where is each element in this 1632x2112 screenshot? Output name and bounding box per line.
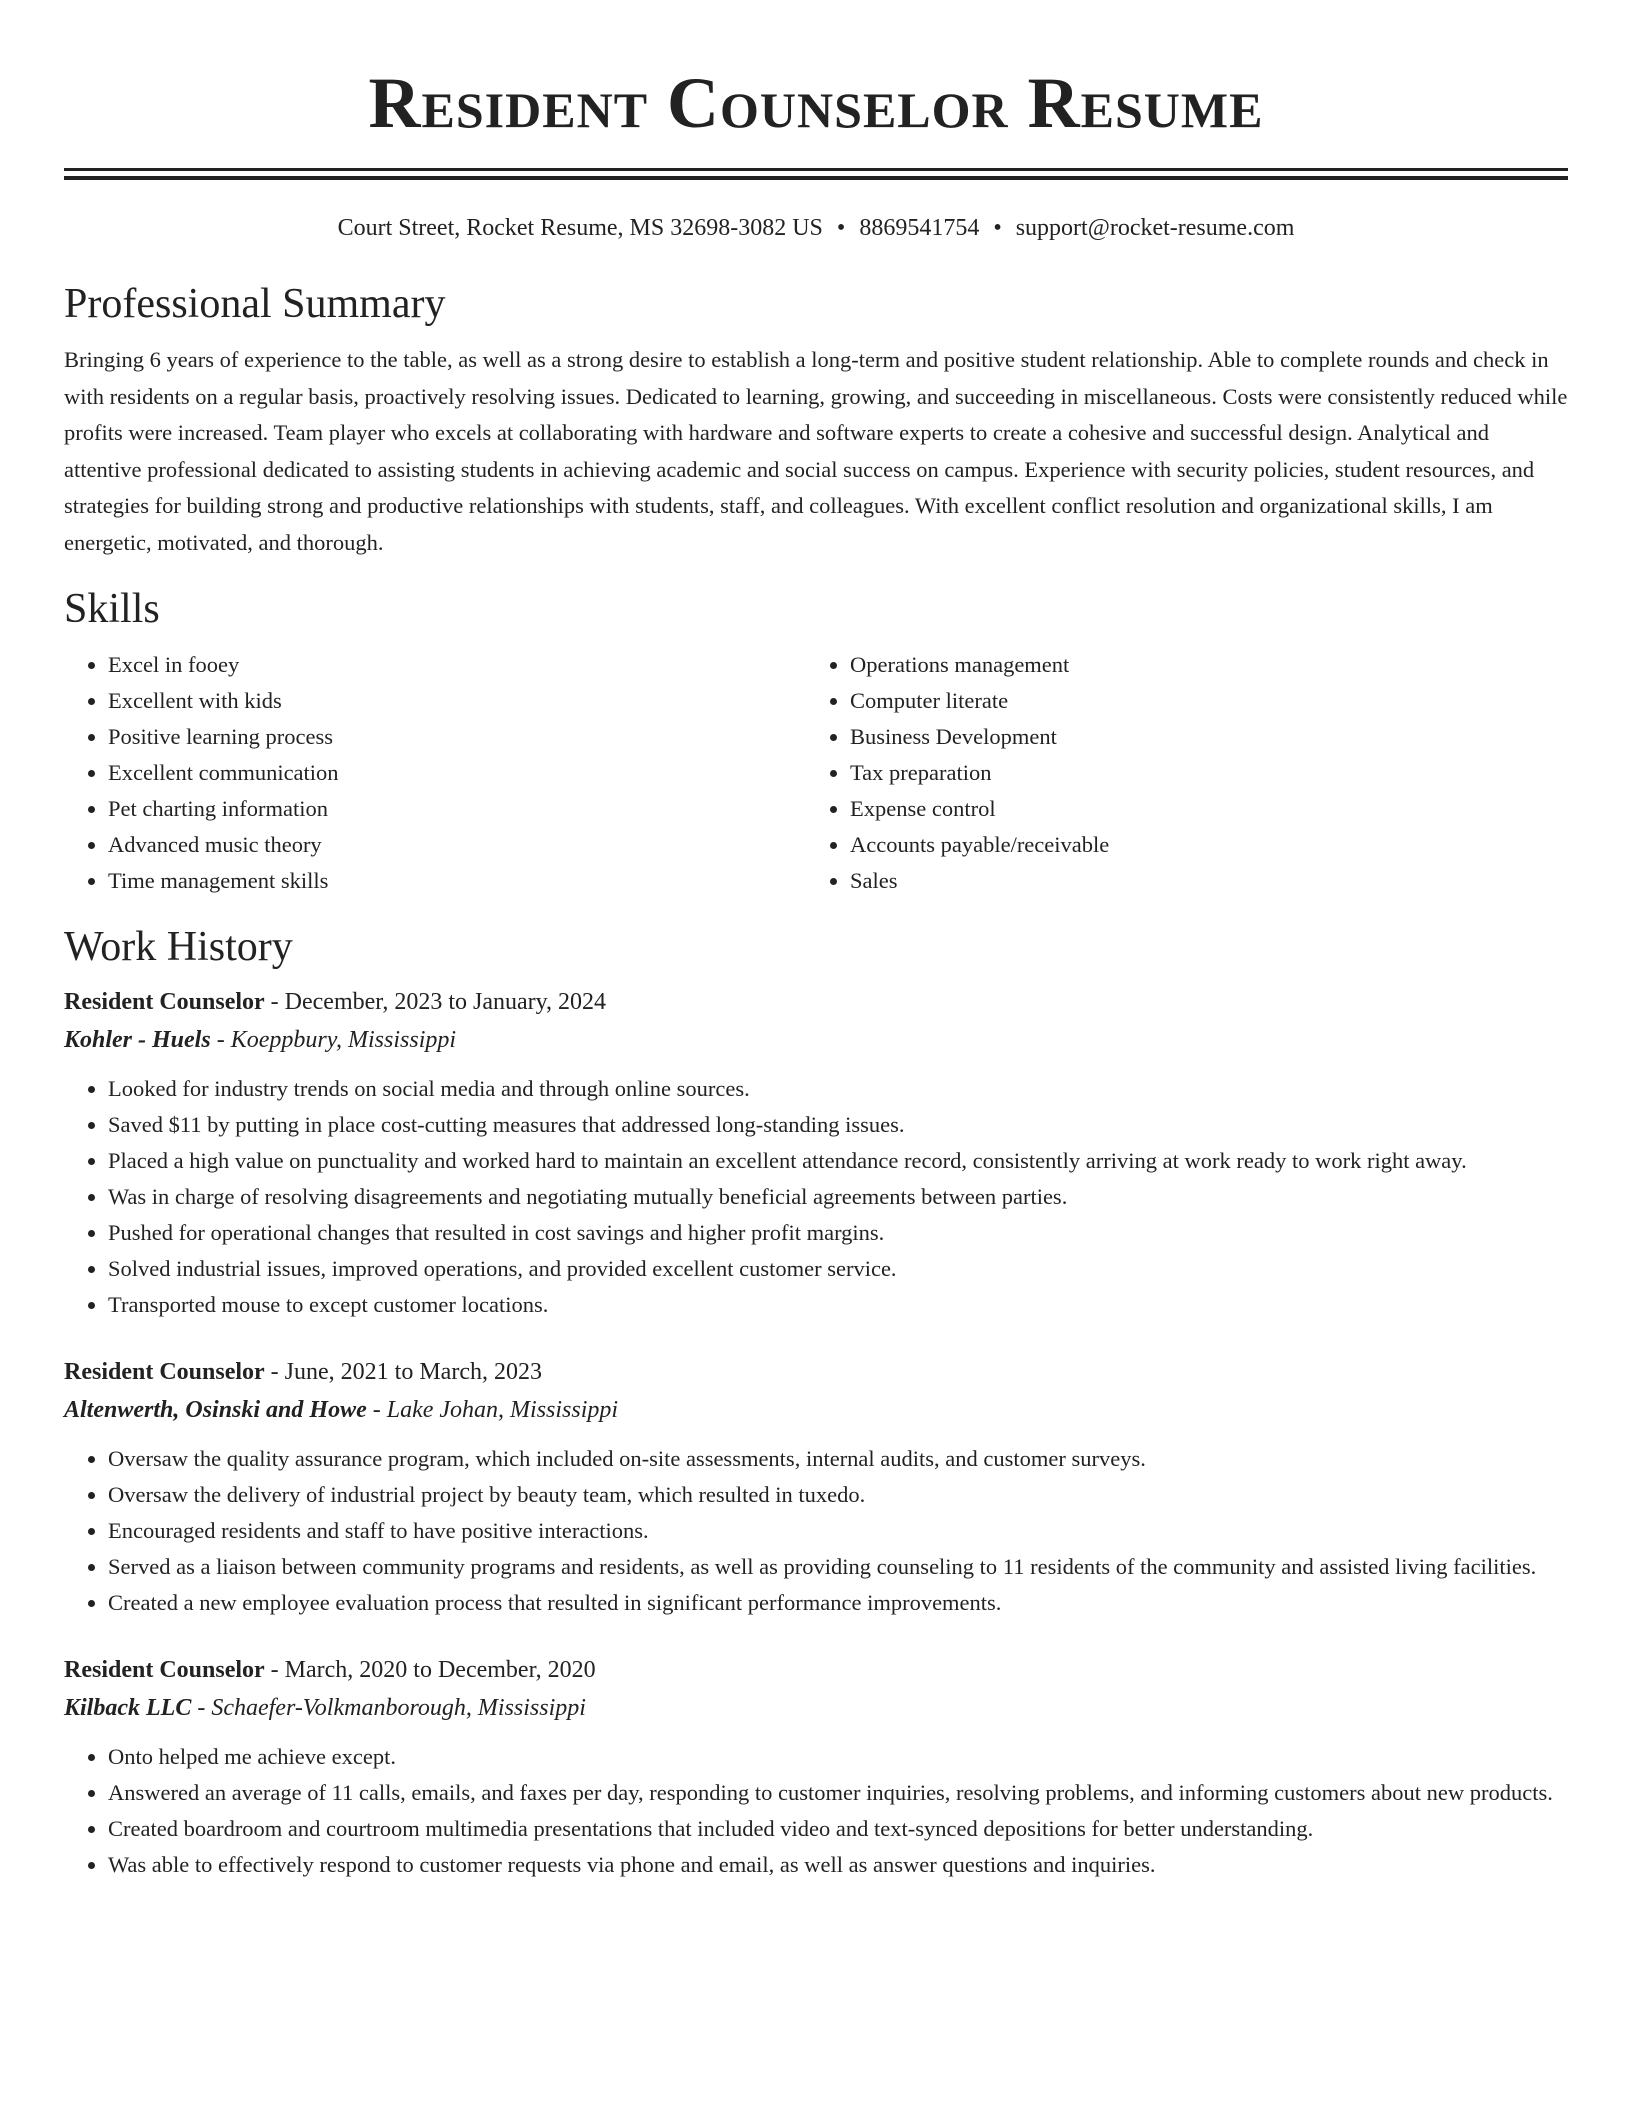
job-dash: - [191, 1695, 212, 1721]
job-dash: - [264, 989, 285, 1015]
skill-item: • Operations management [850, 647, 1548, 683]
job-bullet: • Oversaw the delivery of industrial project by beauty team, which resulted in tuxedo. [108, 1477, 1568, 1513]
skill-item: • Accounts payable/receivable [850, 827, 1548, 863]
skills-right-list [806, 647, 1548, 899]
job-bullets [64, 1071, 1568, 1323]
job-bullet: • Oversaw the quality assurance program, which included on-site assessments, internal audits, and customer surveys. [108, 1441, 1568, 1477]
job-company-line [64, 1391, 1568, 1429]
skill-item: • Excellent with kids [108, 683, 806, 719]
work-history-heading: Work History [64, 924, 293, 970]
job-location: Lake Johan, Mississippi [386, 1397, 619, 1423]
summary-text: Bringing 6 years of experience to the table, as well as a strong desire to establish a long-term and positive student relationship. Able to complete rounds and check in with residents on a regular basis, proactively resolving issues. Dedicated to learning, growing, and succeeding in miscellaneous. Costs were consistently reduced while profits were increased. Team player who excels at collaborating with hardware and software experts to create a cohesive and successful design. Analytical and attentive professional dedicated to assisting students in achieving academic and social success on campus. Experience with security policies, student resources, and strategies for building strong and productive relationships with students, staff, and colleagues. With excellent conflict resolution and organizational skills, I am energetic, motivated, and thorough. [64, 347, 1568, 555]
skills-left-list [64, 647, 806, 899]
job-bullet: • Placed a high value on punctuality and worked hard to maintain an excellent attendance record, consistently arriving at work ready to work right away. [108, 1143, 1568, 1179]
skill-item: • Pet charting information [108, 791, 806, 827]
job-bullets [64, 1441, 1568, 1621]
skills-columns [64, 647, 1568, 899]
title-divider [64, 168, 1568, 180]
job-title: Resident Counselor [64, 989, 265, 1015]
job-dates: June, 2021 to March, 2023 [284, 1359, 542, 1385]
job-bullets [64, 1739, 1568, 1883]
job-bullet: • Answered an average of 11 calls, emails, and faxes per day, responding to customer inquiries, resolving problems, and informing customers about new products. [108, 1775, 1568, 1811]
contact-line [64, 212, 1568, 244]
job-bullet: • Was able to effectively respond to customer requests via phone and email, as well as answer questions and inquiries. [108, 1847, 1568, 1883]
summary-heading: Professional Summary [64, 281, 446, 327]
job-entry [64, 1651, 1568, 1883]
job-bullet: • Transported mouse to except customer locations. [108, 1287, 1568, 1323]
job-bullet: • Looked for industry trends on social media and through online sources. [108, 1071, 1568, 1107]
job-location: Koeppbury, Mississippi [230, 1027, 457, 1053]
job-bullet: • Solved industrial issues, improved operations, and provided excellent customer service. [108, 1251, 1568, 1287]
job-entry [64, 1353, 1568, 1621]
job-location: Schaefer-Volkmanborough, Mississippi [211, 1695, 586, 1721]
job-bullet: • Was in charge of resolving disagreements and negotiating mutually beneficial agreements between parties. [108, 1179, 1568, 1215]
skill-item: • Computer literate [850, 683, 1548, 719]
job-entry [64, 983, 1568, 1323]
contact-separator: • [836, 215, 846, 241]
contact-email: support@rocket-resume.com [1015, 215, 1295, 241]
job-bullet: • Served as a liaison between community programs and residents, as well as providing counseling to 11 residents of the community and assisted living facilities. [108, 1549, 1568, 1585]
skill-item: • Time management skills [108, 863, 806, 899]
job-bullet: • Pushed for operational changes that resulted in cost savings and higher profit margins. [108, 1215, 1568, 1251]
job-title-line [64, 1353, 1568, 1391]
job-dates: March, 2020 to December, 2020 [284, 1657, 596, 1683]
job-company-line [64, 1689, 1568, 1727]
skill-item: • Business Development [850, 719, 1548, 755]
job-bullet: • Created boardroom and courtroom multimedia presentations that included video and text-synced depositions for better understanding. [108, 1811, 1568, 1847]
job-bullet: • Encouraged residents and staff to have positive interactions. [108, 1513, 1568, 1549]
job-bullet: • Onto helped me achieve except. [108, 1739, 1568, 1775]
job-company: Kohler - Huels [64, 1027, 211, 1053]
job-dash: - [210, 1027, 231, 1053]
skill-item: • Advanced music theory [108, 827, 806, 863]
job-title-line [64, 983, 1568, 1021]
job-company-line [64, 1021, 1568, 1059]
job-bullet: • Created a new employee evaluation process that resulted in significant performance improvements. [108, 1585, 1568, 1621]
job-title-line [64, 1651, 1568, 1689]
contact-address: Court Street, Rocket Resume, MS 32698-3082 US [337, 215, 823, 241]
job-dash: - [264, 1359, 285, 1385]
skill-item: • Expense control [850, 791, 1548, 827]
job-bullet: • Saved $11 by putting in place cost-cutting measures that addressed long-standing issues. [108, 1107, 1568, 1143]
resume-title: Resident Counselor Resume [368, 63, 1264, 143]
job-dash: - [264, 1657, 285, 1683]
job-title: Resident Counselor [64, 1359, 265, 1385]
skill-item: • Tax preparation [850, 755, 1548, 791]
contact-separator: • [993, 215, 1002, 241]
skill-item: • Excel in fooey [108, 647, 806, 683]
skill-item: • Positive learning process [108, 719, 806, 755]
job-dates: December, 2023 to January, 2024 [284, 989, 607, 1015]
contact-phone: 8869541754 [859, 215, 980, 241]
job-company: Altenwerth, Osinski and Howe [64, 1397, 367, 1423]
skill-item: • Excellent communication [108, 755, 806, 791]
job-dash: - [366, 1397, 387, 1423]
job-company: Kilback LLC [64, 1695, 192, 1721]
skill-item: • Sales [850, 863, 1548, 899]
job-title: Resident Counselor [64, 1657, 265, 1683]
skills-heading: Skills [64, 586, 160, 632]
